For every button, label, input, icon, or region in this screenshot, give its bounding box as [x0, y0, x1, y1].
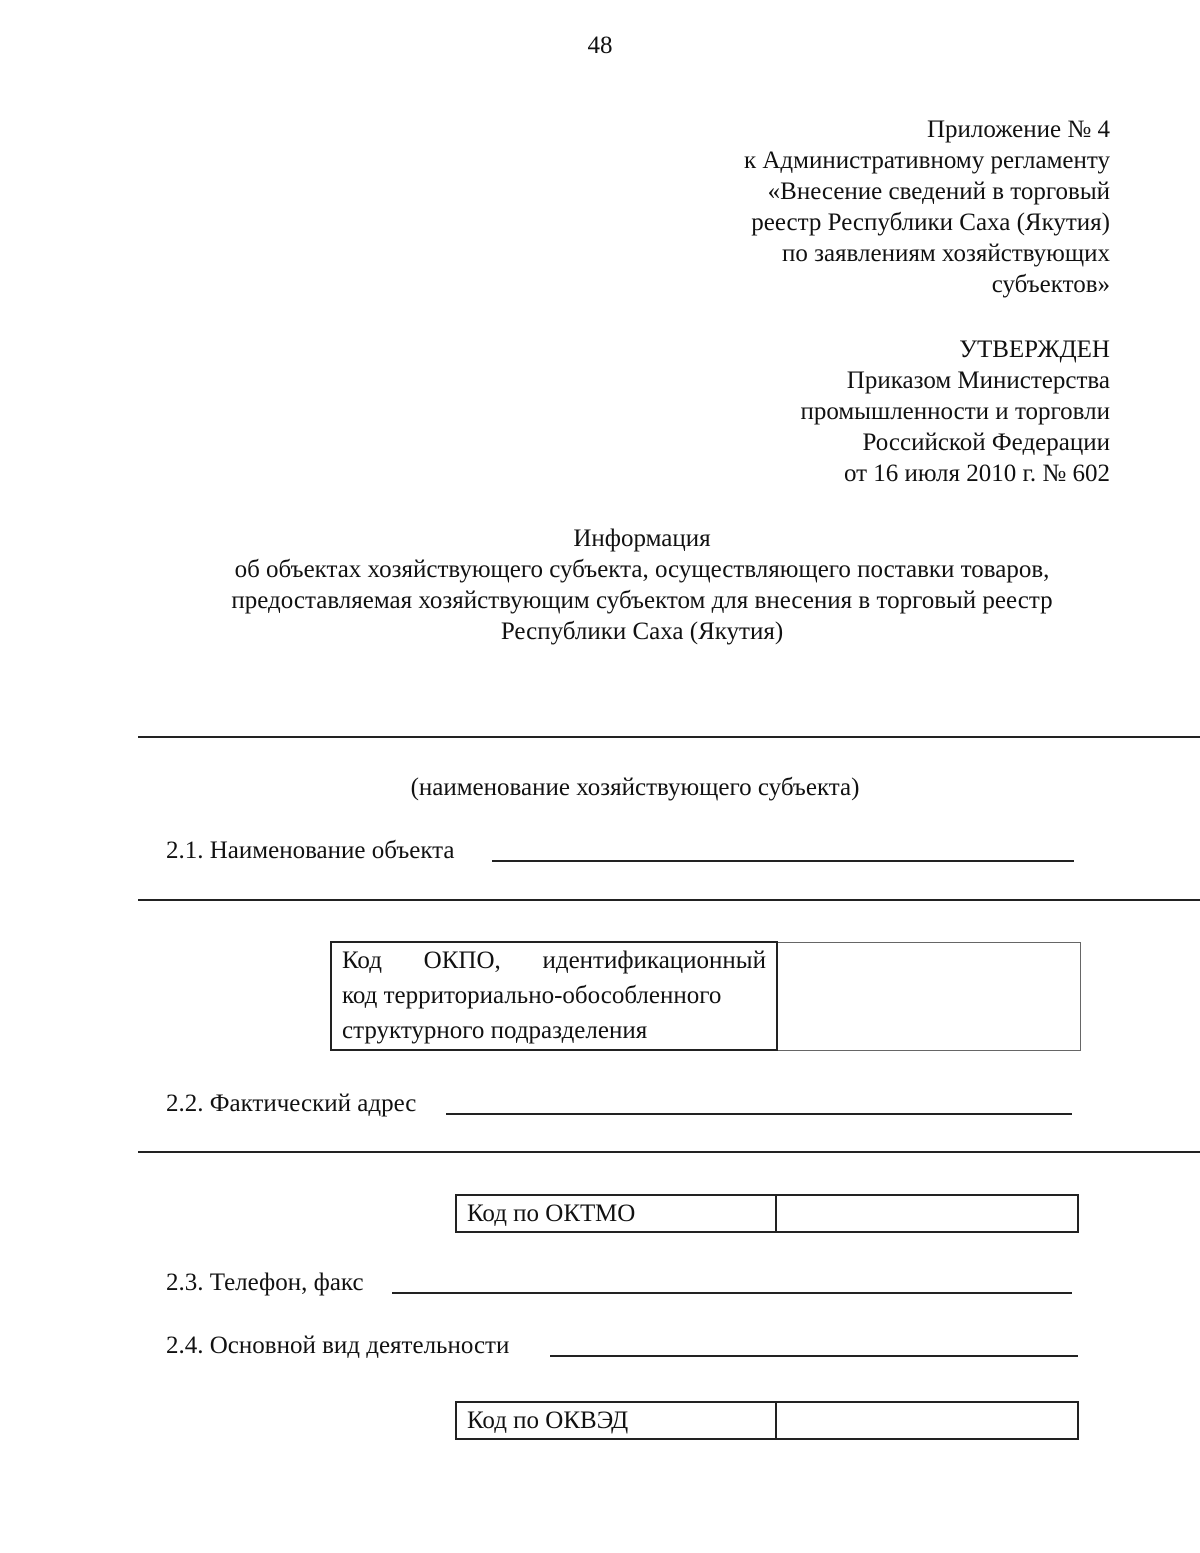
document-title [140, 523, 1144, 647]
approval-block [510, 334, 1110, 489]
object-name-continuation-line[interactable] [138, 899, 1200, 901]
title-line: об объектах хозяйствующего субъекта, осуществляющего поставки товаров, [234, 556, 1050, 583]
okved-value-cell[interactable] [776, 1402, 1078, 1439]
object-name-input-line[interactable] [492, 860, 1074, 862]
okpo-label-cell [331, 942, 777, 1050]
approval-line: Российской Федерации [862, 429, 1110, 456]
okved-table [455, 1401, 1079, 1440]
entity-name-caption: (наименование хозяйствующего субъекта) [410, 774, 860, 801]
approval-line: от 16 июля 2010 г. № 602 [843, 460, 1110, 487]
object-name-label: 2.1. Наименование объекта [166, 837, 455, 864]
appendix-line: по заявлениям хозяйствующих [781, 240, 1110, 267]
main-activity-label: 2.4. Основной вид деятельности [166, 1332, 510, 1359]
oktmo-label-cell: Код по ОКТМО [456, 1195, 776, 1232]
okpo-label-line2: код территориально-обособленного [342, 982, 722, 1009]
actual-address-label: 2.2. Фактический адрес [166, 1090, 417, 1117]
okpo-word: ОКПО, [423, 947, 501, 974]
main-activity-input-line[interactable] [550, 1355, 1078, 1357]
appendix-line: Приложение № 4 [926, 116, 1110, 143]
appendix-line: реестр Республики Саха (Якутия) [751, 209, 1110, 236]
okpo-label-line1 [342, 943, 766, 978]
okpo-label-line3: структурного подразделения [342, 1017, 648, 1044]
entity-name-line[interactable] [138, 736, 1200, 738]
oktmo-table [455, 1194, 1079, 1233]
okved-label-cell: Код по ОКВЭД [456, 1402, 776, 1439]
okpo-value-cell[interactable] [777, 942, 1081, 1050]
actual-address-continuation-line[interactable] [138, 1151, 1200, 1153]
approval-line: промышленности и торговли [800, 398, 1110, 425]
appendix-line: «Внесение сведений в торговый [767, 178, 1110, 205]
okpo-table [330, 941, 1081, 1051]
okpo-word: идентификационный [542, 947, 766, 974]
title-line: предоставляемая хозяйствующим субъектом для внесения в торговый реестр [231, 587, 1053, 614]
appendix-reference [510, 114, 1110, 300]
title-line: Республики Саха (Якутия) [500, 618, 784, 645]
phone-fax-label: 2.3. Телефон, факс [166, 1269, 364, 1296]
approval-line: Приказом Министерства [846, 367, 1110, 394]
page-number: 48 [587, 32, 613, 59]
actual-address-input-line[interactable] [446, 1113, 1072, 1115]
approval-line: УТВЕРЖДЕН [959, 336, 1110, 363]
oktmo-value-cell[interactable] [776, 1195, 1078, 1232]
appendix-line: субъектов» [991, 271, 1110, 298]
okpo-word: Код [342, 947, 382, 974]
appendix-line: к Административному регламенту [743, 147, 1110, 174]
title-line: Информация [573, 525, 711, 552]
phone-fax-input-line[interactable] [392, 1292, 1072, 1294]
